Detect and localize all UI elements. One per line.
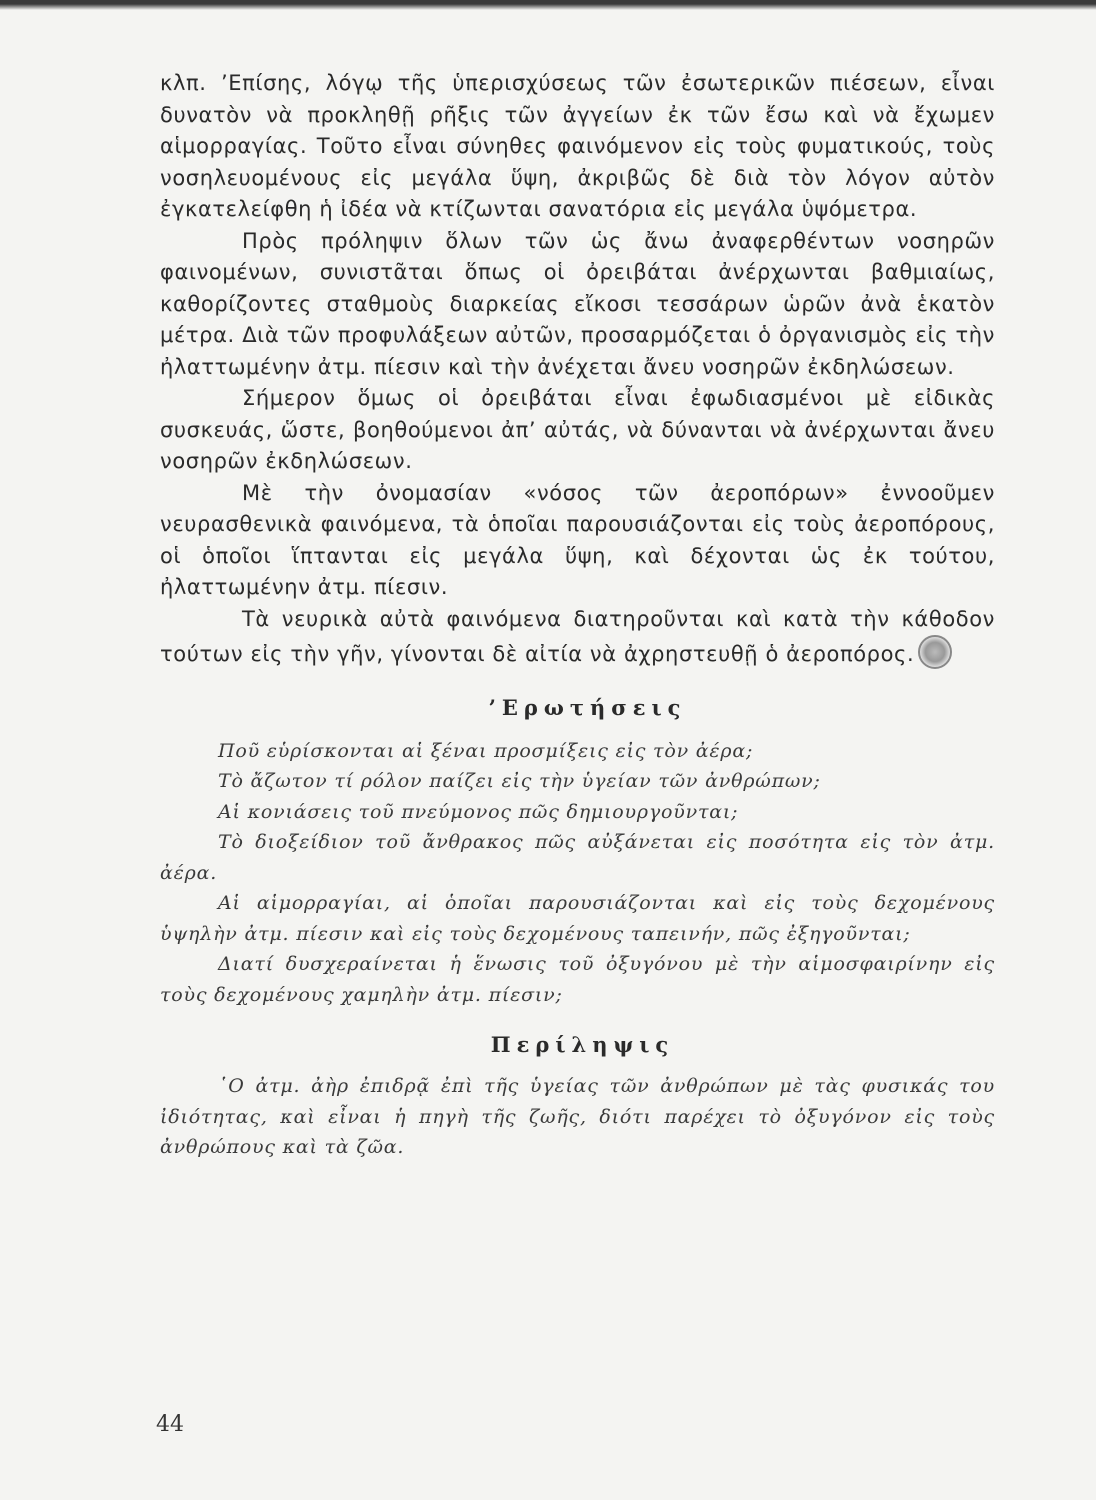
summary-block bbox=[160, 1071, 995, 1163]
book-page bbox=[160, 68, 995, 1163]
question-item: Τὸ διοξείδιον τοῦ ἄνθρακος πῶς αὐξάνεται εἰς ποσότητα εἰς τὸν ἀτμ. ἀέρα. bbox=[160, 831, 995, 884]
library-stamp-icon bbox=[918, 635, 952, 669]
paragraph-4: Μὲ τὴν ὀνομασίαν «νόσος τῶν ἀεροπόρων» ἐννοοῦμεν νευρασθενικὰ φαινόμενα, τὰ ὁποῖαι παρουσιάζονται εἰς τοὺς ἀεροπόρους, οἱ ὁποῖοι ἵπτανται εἰς μεγάλα ὕψη, καὶ δέχονται ὡς ἐκ τούτου, ἠλαττωμένην ἀτμ. πίεσιν. bbox=[160, 480, 995, 599]
body-text bbox=[160, 68, 995, 671]
question-item: Τὸ ἄζωτον τί ρόλον παίζει εἰς τὴν ὑγείαν τῶν ἀνθρώπων; bbox=[218, 770, 821, 792]
summary-text: ῾Ο ἀτμ. ἀὴρ ἐπιδρᾷ ἐπὶ τῆς ὑγείας τῶν ἀνθρώπων μὲ τὰς φυσικάς του ἰδιότητας, καὶ εἶναι ἡ πηγὴ τῆς ζωῆς, διότι παρέχει τὸ ὀξυγόνον εἰς τοὺς ἀνθρώπους καὶ τὰ ζῶα. bbox=[160, 1075, 995, 1158]
paragraph-5 bbox=[160, 604, 995, 671]
page-number: 44 bbox=[156, 1412, 184, 1437]
paragraph-5-text: Τὰ νευρικὰ αὐτὰ φαινόμενα διατηροῦνται καὶ κατὰ τὴν κάθοδον τούτων εἰς τὴν γῆν, γίνονται δὲ αἰτία νὰ ἀχρηστευθῇ ὁ ἀεροπόρος. bbox=[160, 606, 995, 666]
questions-heading: ’Ερωτήσεις bbox=[488, 694, 687, 720]
paragraph-3: Σήμερον ὅμως οἱ ὀρειβάται εἶναι ἐφωδιασμένοι μὲ εἰδικὰς συσκευάς, ὥστε, βοηθούμενοι ἀπ’ αὐτάς, νὰ δύνανται νὰ ἀνέρχωνται ἄνευ νοσηρῶν ἐκδηλώσεων. bbox=[160, 386, 995, 473]
paragraph-2: Πρὸς πρόληψιν ὅλων τῶν ὡς ἄνω ἀναφερθέντων νοσηρῶν φαινομένων, συνιστᾶται ὅπως οἱ ὀρειβάται ἀνέρχωνται βαθμιαίως, καθορίζοντες σταθμοὺς διαρκείας εἴκοσι τεσσάρων ὡρῶν ἀνὰ ἑκατὸν μέτρα. Διὰ τῶν προφυλάξεων αὐτῶν, προσαρμόζεται ὁ ὀργανισμὸς εἰς τὴν ἠλαττωμένην ἀτμ. πίεσιν καὶ τὴν ἀνέχεται ἄνευ νοσηρῶν ἐκδηλώσεων. bbox=[160, 228, 995, 379]
scan-top-edge bbox=[0, 0, 1096, 10]
summary-heading: Περίληψις bbox=[490, 1032, 675, 1057]
question-item: Αἱ κονιάσεις τοῦ πνεύμονος πῶς δημιουργοῦνται; bbox=[218, 800, 739, 823]
question-item: Αἱ αἱμορραγίαι, αἱ ὁποῖαι παρουσιάζονται καὶ εἰς τοὺς δεχομένους ὑψηλὴν ἀτμ. πίεσιν καὶ εἰς τοὺς δεχομένους ταπεινήν, πῶς ἐξηγοῦνται; bbox=[160, 892, 995, 945]
paragraph-1: κλπ. ’Επίσης, λόγῳ τῆς ὑπερισχύσεως τῶν ἐσωτερικῶν πιέσεων, εἶναι δυνατὸν νὰ προκληθῇ ρῆξις τῶν ἀγγείων ἐκ τῶν ἔσω καὶ νὰ ἔχωμεν αἱμορραγίας. Τοῦτο εἶναι σύνηθες φαινόμενον εἰς τοὺς φυματικούς, τοὺς νοσηλευομένους εἰς μεγάλα ὕψη, ἀκριβῶς δὲ διὰ τὸν λόγον αὐτὸν ἐγκατελείφθη ἡ ἰδέα νὰ κτίζωνται σανατόρια εἰς μεγάλα ὑψόμετρα. bbox=[160, 71, 995, 221]
questions-list bbox=[160, 736, 995, 1011]
question-item: Διατί δυσχεραίνεται ἡ ἕνωσις τοῦ ὀξυγόνου μὲ τὴν αἱμοσφαιρίνην εἰς τοὺς δεχομένους χαμηλὴν ἀτμ. πίεσιν; bbox=[160, 953, 995, 1006]
question-item: Ποῦ εὑρίσκονται αἱ ξέναι προσμίξεις εἰς τὸν ἀέρα; bbox=[218, 739, 754, 762]
